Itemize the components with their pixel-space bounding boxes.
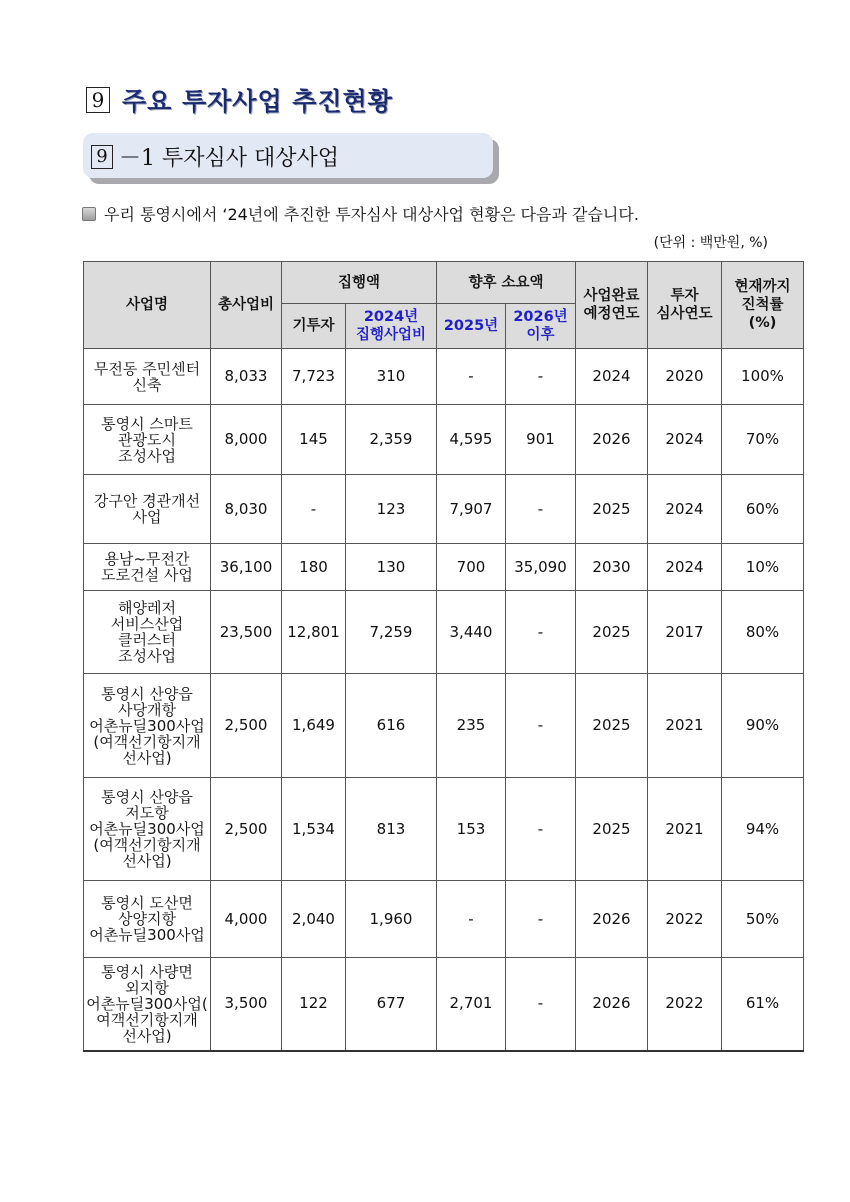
cell-completion: 2026	[576, 881, 648, 958]
table-row	[84, 544, 804, 591]
header-2024-execution: 2024년 집행사업비	[346, 304, 437, 349]
header-progress: 현재까지 진척률 (%)	[722, 262, 804, 349]
cell-y2026: -	[506, 778, 576, 881]
header-executed-group: 집행액	[282, 262, 437, 304]
cell-total: 23,500	[211, 591, 282, 674]
cell-prior: 180	[282, 544, 346, 591]
header-2025: 2025년	[437, 304, 506, 349]
cell-y2025: 3,440	[437, 591, 506, 674]
cell-review: 2024	[648, 405, 722, 475]
project-name-line: 통영시 스마트	[101, 414, 193, 433]
cell-review: 2017	[648, 591, 722, 674]
cell-y2026: 35,090	[506, 544, 576, 591]
project-name-line: 강구안 경관개선	[93, 492, 201, 510]
cell-y2026: -	[506, 475, 576, 544]
cell-progress: 90%	[722, 674, 804, 778]
cell-completion: 2025	[576, 674, 648, 778]
table-row	[84, 591, 804, 674]
table-row	[84, 778, 804, 881]
project-name-line: 관광도시	[118, 430, 176, 449]
table-row	[84, 881, 804, 958]
cell-y2024: 123	[346, 475, 437, 544]
cell-progress: 100%	[722, 349, 804, 405]
cell-project-name	[84, 778, 211, 881]
cell-y2024: 310	[346, 349, 437, 405]
cell-y2024: 7,259	[346, 591, 437, 674]
cell-total: 3,500	[211, 958, 282, 1051]
cell-review: 2024	[648, 475, 722, 544]
project-name-line: 통영시 사량면	[101, 962, 193, 981]
cell-y2026: -	[506, 881, 576, 958]
cell-y2025: 235	[437, 674, 506, 778]
cell-y2025: 700	[437, 544, 506, 591]
project-name-line: 신축	[132, 375, 162, 394]
cell-completion: 2025	[576, 475, 648, 544]
cell-project-name	[84, 591, 211, 674]
project-name-line: 통영시 산양읍	[101, 684, 193, 703]
cell-completion: 2026	[576, 958, 648, 1051]
table-row	[84, 475, 804, 544]
cell-y2025: -	[437, 881, 506, 958]
cell-progress: 50%	[722, 881, 804, 958]
cell-y2025: -	[437, 349, 506, 405]
cell-completion: 2025	[576, 778, 648, 881]
cell-progress: 94%	[722, 778, 804, 881]
cell-prior: 2,040	[282, 881, 346, 958]
project-name-line: (여객선기항지개	[93, 732, 201, 751]
project-name-line: 통영시 산양읍	[101, 788, 193, 806]
cell-y2026: -	[506, 349, 576, 405]
cell-total: 36,100	[211, 544, 282, 591]
cell-prior: 122	[282, 958, 346, 1051]
project-name-line: 선사업)	[122, 748, 172, 767]
project-name-line: 상양지항	[118, 910, 176, 928]
cell-y2024: 616	[346, 674, 437, 778]
project-name-line: 서비스산업	[110, 615, 184, 633]
cell-prior: 1,534	[282, 778, 346, 881]
project-name-line: 어촌뉴딜300사업	[89, 820, 205, 838]
project-name-line: 선사업)	[122, 852, 172, 870]
cell-y2024: 677	[346, 958, 437, 1051]
cell-total: 8,033	[211, 349, 282, 405]
project-name-line: 통영시 도산면	[101, 894, 193, 912]
cell-prior: 145	[282, 405, 346, 475]
table-row	[84, 674, 804, 778]
cell-y2026: 901	[506, 405, 576, 475]
project-name-line: 무전동 주민센터	[93, 359, 201, 378]
intro-paragraph	[82, 202, 639, 225]
cell-project-name	[84, 674, 211, 778]
cell-total: 8,000	[211, 405, 282, 475]
unit-note: (단위 : 백만원, %)	[653, 235, 768, 251]
cell-y2025: 4,595	[437, 405, 506, 475]
cell-prior: 1,649	[282, 674, 346, 778]
header-review-year: 투자 심사연도	[648, 262, 722, 349]
cell-total: 2,500	[211, 778, 282, 881]
project-name-line: 조성사업	[118, 446, 176, 465]
cell-progress: 61%	[722, 958, 804, 1051]
section-number-box: 9	[86, 87, 110, 113]
cell-prior: 12,801	[282, 591, 346, 674]
cell-total: 8,030	[211, 475, 282, 544]
project-name-line: 저도항	[125, 804, 169, 822]
project-name-line: 용남~무전간	[104, 550, 190, 568]
header-project-name: 사업명	[84, 262, 211, 349]
project-name-line: 어촌뉴딜300사업	[89, 926, 205, 944]
cell-completion: 2030	[576, 544, 648, 591]
header-prior-investment: 기투자	[282, 304, 346, 349]
cell-prior: 7,723	[282, 349, 346, 405]
cell-project-name	[84, 405, 211, 475]
cell-completion: 2026	[576, 405, 648, 475]
cell-completion: 2025	[576, 591, 648, 674]
investment-projects-table	[83, 261, 804, 1052]
header-future-group: 향후 소요액	[437, 262, 576, 304]
cell-review: 2024	[648, 544, 722, 591]
cell-project-name	[84, 881, 211, 958]
project-name-line: 해양레저	[118, 599, 176, 617]
project-name-line: 선사업)	[122, 1026, 172, 1045]
cell-y2024: 130	[346, 544, 437, 591]
cell-y2026: -	[506, 674, 576, 778]
project-name-line: 클러스터	[118, 631, 176, 649]
cell-progress: 10%	[722, 544, 804, 591]
square-bullet-icon	[82, 207, 96, 221]
header-2026-after: 2026년 이후	[506, 304, 576, 349]
cell-project-name	[84, 349, 211, 405]
cell-y2024: 2,359	[346, 405, 437, 475]
cell-y2025: 2,701	[437, 958, 506, 1051]
section-title: 주요 투자사업 추진현황	[122, 87, 393, 116]
cell-review: 2021	[648, 674, 722, 778]
cell-progress: 80%	[722, 591, 804, 674]
project-name-line: 어촌뉴딜300사업(	[86, 994, 208, 1013]
cell-total: 2,500	[211, 674, 282, 778]
subsection-banner	[83, 133, 493, 178]
cell-review: 2020	[648, 349, 722, 405]
cell-project-name	[84, 475, 211, 544]
cell-y2026: -	[506, 591, 576, 674]
header-total-cost: 총사업비	[211, 262, 282, 349]
cell-review: 2022	[648, 881, 722, 958]
cell-progress: 70%	[722, 405, 804, 475]
cell-completion: 2024	[576, 349, 648, 405]
cell-y2025: 153	[437, 778, 506, 881]
project-name-line: 어촌뉴딜300사업	[89, 716, 205, 735]
cell-review: 2021	[648, 778, 722, 881]
project-name-line: (여객선기항지개	[93, 836, 201, 854]
cell-project-name	[84, 544, 211, 591]
subsection-number-box: 9	[91, 145, 113, 169]
cell-progress: 60%	[722, 475, 804, 544]
table-row	[84, 349, 804, 405]
cell-prior: -	[282, 475, 346, 544]
cell-review: 2022	[648, 958, 722, 1051]
subsection-title: －1 투자심사 대상사업	[119, 146, 340, 171]
project-name-line: 사업	[132, 508, 162, 526]
cell-y2025: 7,907	[437, 475, 506, 544]
cell-total: 4,000	[211, 881, 282, 958]
project-name-line: 도로건설 사업	[101, 566, 193, 584]
table-row	[84, 958, 804, 1051]
table-row	[84, 405, 804, 475]
cell-y2026: -	[506, 958, 576, 1051]
project-name-line: 여객선기항지개	[96, 1010, 198, 1029]
intro-text: 우리 통영시에서 ‘24년에 추진한 투자심사 대상사업 현황은 다음과 같습니다.	[104, 205, 639, 224]
header-completion-year: 사업완료 예정연도	[576, 262, 648, 349]
cell-y2024: 813	[346, 778, 437, 881]
project-name-line: 조성사업	[118, 647, 176, 665]
cell-y2024: 1,960	[346, 881, 437, 958]
project-name-line: 사당개항	[118, 700, 176, 719]
cell-project-name	[84, 958, 211, 1051]
project-name-line: 외지항	[125, 978, 169, 997]
section-heading	[86, 82, 393, 118]
